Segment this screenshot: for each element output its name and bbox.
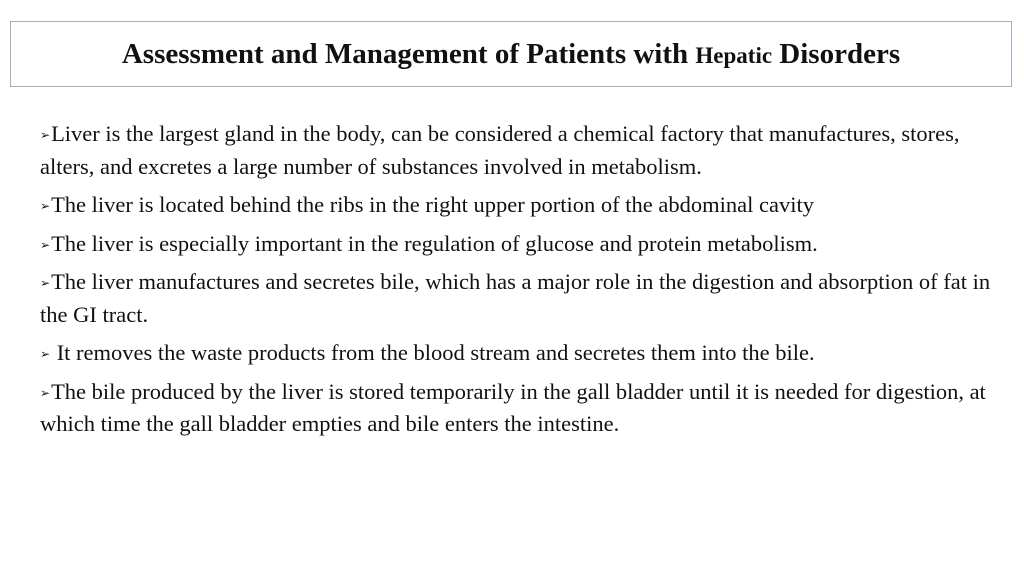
bullet-list <box>40 118 1002 447</box>
bullet-item <box>40 376 1002 441</box>
bullet-text: It removes the waste products from the blood stream and secretes them into the bile. <box>51 340 815 365</box>
bullet-item <box>40 266 1002 331</box>
slide-title <box>121 37 901 70</box>
title-box <box>10 21 1012 87</box>
title-part-1: Assessment and Management of Patients with <box>121 37 696 70</box>
arrow-bullet-icon: ➢ <box>40 199 51 213</box>
bullet-item <box>40 337 1002 370</box>
arrow-bullet-icon: ➢ <box>40 276 51 290</box>
bullet-item <box>40 228 1002 261</box>
bullet-text: The liver manufactures and secretes bile, which has a major role in the digestion and absorption of fat in the GI tract. <box>40 269 991 327</box>
arrow-bullet-icon: ➢ <box>40 128 51 142</box>
bullet-text: Liver is the largest gland in the body, can be considered a chemical factory that manufactures, stores, alters, and excretes a large number of substances involved in metabolism. <box>40 121 960 179</box>
bullet-item <box>40 189 1002 222</box>
arrow-bullet-icon: ➢ <box>40 237 51 252</box>
arrow-bullet-icon: ➢ <box>40 385 51 400</box>
bullet-text: The liver is located behind the ribs in the right upper portion of the abdominal cavity <box>51 192 814 217</box>
title-part-2: Hepatic <box>695 42 773 68</box>
title-part-3: Disorders <box>772 37 901 70</box>
bullet-text: The liver is especially important in the regulation of glucose and protein metabolism. <box>51 230 818 256</box>
bullet-text: The bile produced by the liver is stored temporarily in the gall bladder until it is needed for digestion, at which time the gall bladder empties and bile enters the intestine. <box>40 378 986 436</box>
arrow-bullet-icon: ➢ <box>40 347 51 361</box>
bullet-item <box>40 118 1002 183</box>
